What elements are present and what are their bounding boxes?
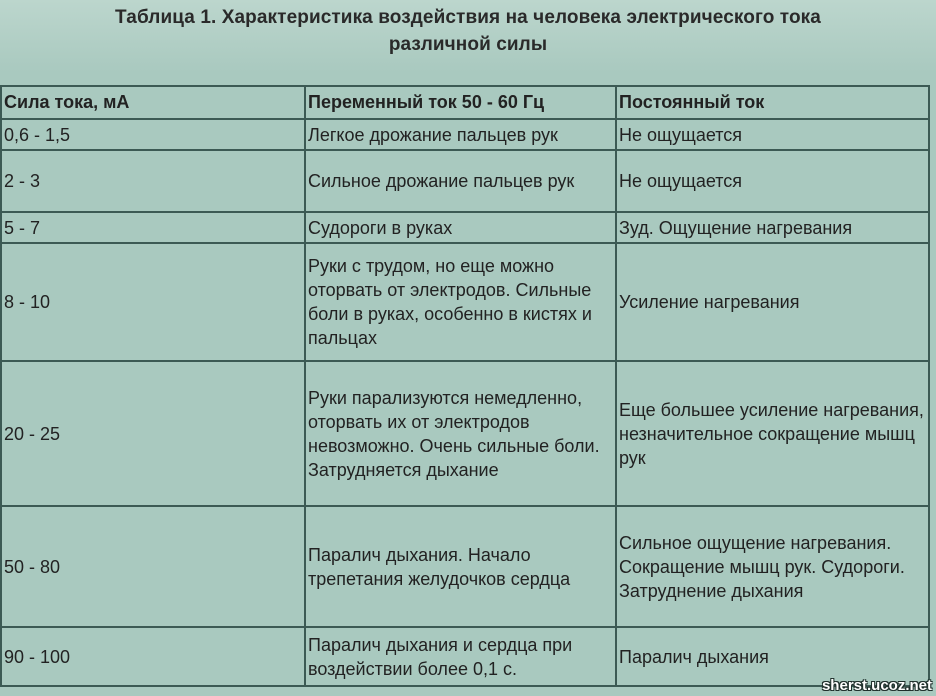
cell-dc-effect: Сильное ощущение нагревания. Сокращение мышц рук. Судороги. Затруднение дыхания [616,506,929,627]
header-row [1,86,929,119]
cell-current: 0,6 - 1,5 [1,119,305,150]
cell-dc-effect: Паралич дыхания [616,627,929,686]
cell-dc-effect: Не ощущается [616,150,929,212]
table-row [1,361,929,506]
table-row [1,150,929,212]
cell-dc-effect: Зуд. Ощущение нагревания [616,212,929,243]
cell-ac-effect: Паралич дыхания и сердца при воздействии более 0,1 с. [305,627,616,686]
cell-current: 8 - 10 [1,243,305,361]
cell-dc-effect: Усиление нагревания [616,243,929,361]
current-effects-table [0,85,930,687]
cell-dc-effect: Не ощущается [616,119,929,150]
title-line-2: различной силы [388,34,548,55]
cell-ac-effect: Легкое дрожание пальцев рук [305,119,616,150]
cell-current: 90 - 100 [1,627,305,686]
cell-current: 5 - 7 [1,212,305,243]
header-direct-current: Постоянный ток [616,86,929,119]
cell-current: 50 - 80 [1,506,305,627]
table-row [1,212,929,243]
table-row [1,243,929,361]
cell-ac-effect: Судороги в руках [305,212,616,243]
cell-current: 2 - 3 [1,150,305,212]
watermark: sherst.ucoz.net [821,677,932,694]
table-row [1,627,929,686]
header-alternating-current: Переменный ток 50 - 60 Гц [305,86,616,119]
table-title [0,0,936,72]
cell-dc-effect: Еще большее усиление нагревания, незначительное сокращение мышц рук [616,361,929,506]
cell-ac-effect: Руки с трудом, но еще можно оторвать от электродов. Сильные боли в руках, особенно в кистях и пальцах [305,243,616,361]
cell-ac-effect: Руки парализуются немедленно, оторвать их от электродов невозможно. Очень сильные боли. Затрудняется дыхание [305,361,616,506]
cell-current: 20 - 25 [1,361,305,506]
table-row [1,119,929,150]
header-current-strength: Сила тока, мА [1,86,305,119]
table-row [1,506,929,627]
title-line-1: Таблица 1. Характеристика воздействия на человека электрического тока [115,7,821,28]
cell-ac-effect: Паралич дыхания. Начало трепетания желудочков сердца [305,506,616,627]
cell-ac-effect: Сильное дрожание пальцев рук [305,150,616,212]
